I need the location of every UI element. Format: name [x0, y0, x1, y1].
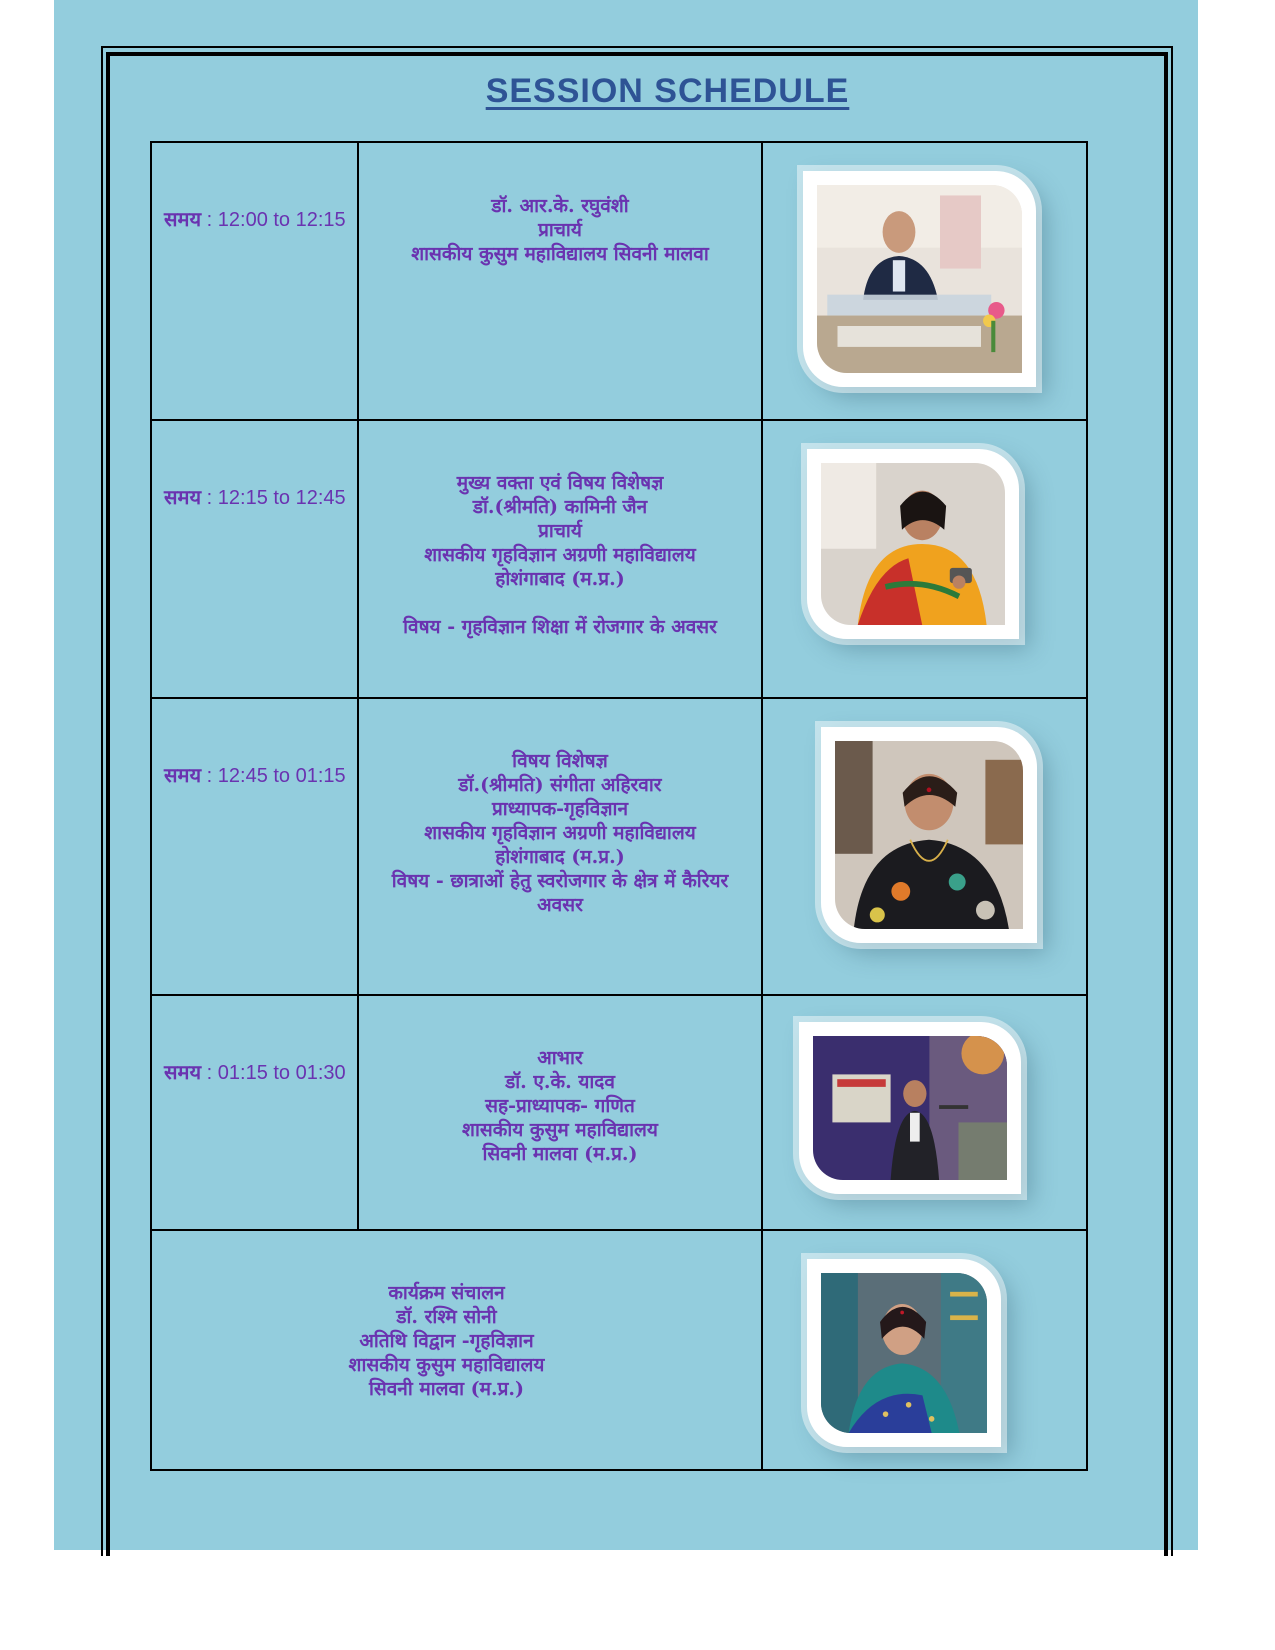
- speaker-photo-frame: [821, 727, 1037, 943]
- speaker-location: होशंगाबाद (म.प्र.): [495, 568, 625, 590]
- time-label: समय: [164, 485, 202, 509]
- host-role: कार्यक्रम संचालन: [388, 1282, 505, 1304]
- host-photo: [821, 1273, 987, 1433]
- time-value: : 12:00 to 12:15: [201, 209, 346, 231]
- time-value: : 12:45 to 01:15: [201, 765, 346, 787]
- speaker-name: डॉ. ए.के. यादव: [505, 1071, 615, 1093]
- speaker-info-cell: [358, 698, 762, 995]
- speaker-location: होशंगाबाद (म.प्र.): [495, 846, 625, 868]
- time-label: समय: [164, 207, 202, 231]
- speaker-institution: शासकीय कुसुम महाविद्यालय: [462, 1119, 658, 1141]
- time-value: : 01:15 to 01:30: [201, 1062, 346, 1084]
- speaker-designation: प्राध्यापक-गृहविज्ञान: [491, 798, 628, 820]
- speaker-name: डॉ.(श्रीमति) कामिनी जैन: [472, 496, 648, 518]
- speaker-info: [359, 1046, 761, 1166]
- speaker-name: डॉ.(श्रीमति) संगीता अहिरवार: [458, 774, 662, 796]
- host-info-cell: [151, 1230, 762, 1470]
- speaker-designation: सह-प्राध्यापक- गणित: [485, 1095, 635, 1117]
- session-topic-continued: अवसर: [537, 894, 583, 916]
- host-location: सिवनी मालवा (म.प्र.): [368, 1378, 525, 1400]
- speaker-role: मुख्य वक्ता एवं विषय विशेषज्ञ: [456, 472, 664, 494]
- speaker-photo-frame: [803, 171, 1036, 387]
- speaker-institution: शासकीय कुसुम महाविद्यालय सिवनी मालवा: [411, 243, 709, 265]
- speaker-photo-frame: [799, 1022, 1021, 1194]
- session-topic: विषय - गृहविज्ञान शिक्षा में रोजगार के अवसर: [403, 616, 717, 638]
- session-time: [164, 483, 357, 510]
- speaker-photo: [821, 463, 1005, 625]
- time-cell: [151, 698, 358, 995]
- speaker-photo-frame: [807, 449, 1019, 639]
- session-time: [164, 205, 357, 232]
- photo-cell: [762, 142, 1087, 420]
- table-row: [151, 1230, 1087, 1470]
- speaker-location: सिवनी मालवा (म.प्र.): [482, 1143, 638, 1165]
- speaker-role: विषय विशेषज्ञ: [512, 750, 608, 772]
- speaker-designation: प्राचार्य: [538, 520, 582, 542]
- photo-cell: [762, 995, 1087, 1230]
- speaker-info: [359, 749, 761, 917]
- table-row: [151, 142, 1087, 420]
- time-label: समय: [164, 1060, 202, 1084]
- host-info: [152, 1281, 761, 1401]
- speaker-info: [359, 471, 761, 639]
- table-row: [151, 420, 1087, 698]
- speaker-photo: [835, 741, 1023, 929]
- time-cell: [151, 420, 358, 698]
- speaker-photo: [813, 1036, 1007, 1180]
- session-time: [164, 1058, 357, 1085]
- photo-cell: [762, 1230, 1087, 1470]
- speaker-info: [359, 194, 761, 266]
- time-label: समय: [164, 763, 202, 787]
- speaker-institution: शासकीय गृहविज्ञान अग्रणी महाविद्यालय: [424, 544, 696, 566]
- speaker-info-cell: [358, 142, 762, 420]
- time-cell: [151, 142, 358, 420]
- speaker-role: आभार: [537, 1047, 583, 1069]
- photo-cell: [762, 698, 1087, 995]
- session-schedule-table: [150, 141, 1088, 1471]
- photo-cell: [762, 420, 1087, 698]
- speaker-institution: शासकीय गृहविज्ञान अग्रणी महाविद्यालय: [424, 822, 696, 844]
- session-topic: विषय - छात्राओं हेतु स्वरोजगार के क्षेत्र में कैरियर: [391, 870, 729, 892]
- speaker-name: डॉ. आर.के. रघुवंशी: [491, 195, 629, 217]
- speaker-info-cell: [358, 420, 762, 698]
- host-designation: अतिथि विद्वान -गृहविज्ञान: [359, 1330, 534, 1352]
- speaker-designation: प्राचार्य: [538, 219, 582, 241]
- host-institution: शासकीय कुसुम महाविद्यालय: [348, 1354, 545, 1376]
- time-value: : 12:15 to 12:45: [201, 487, 346, 509]
- time-cell: [151, 995, 358, 1230]
- session-time: [164, 761, 357, 788]
- host-name: डॉ. रश्मि सोनी: [396, 1306, 497, 1328]
- page-title: SESSION SCHEDULE: [485, 72, 850, 110]
- speaker-info-cell: [358, 995, 762, 1230]
- host-photo-frame: [807, 1259, 1001, 1447]
- speaker-photo: [817, 185, 1022, 373]
- table-row: [151, 698, 1087, 995]
- table-row: [151, 995, 1087, 1230]
